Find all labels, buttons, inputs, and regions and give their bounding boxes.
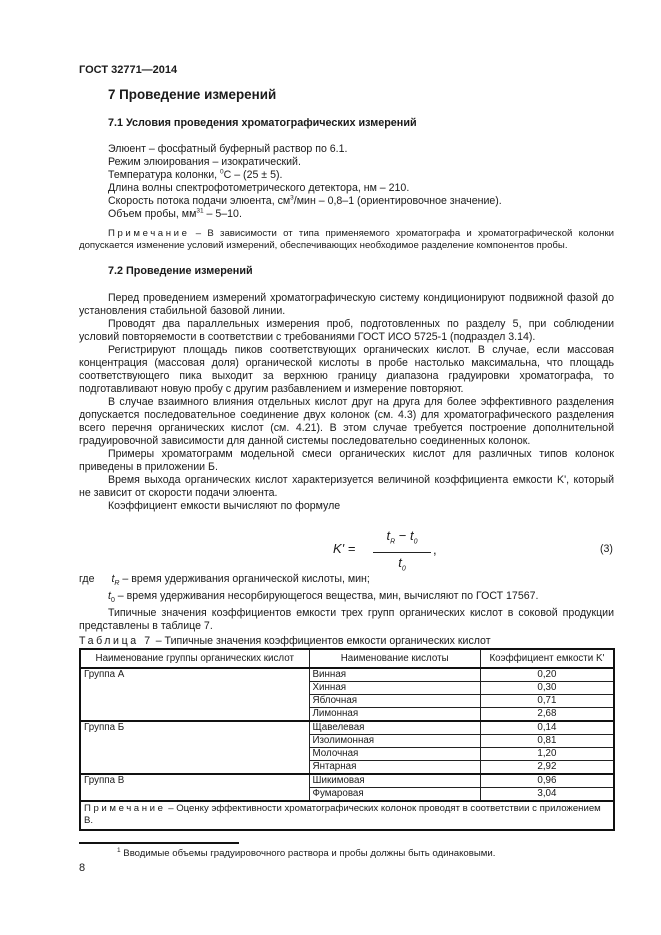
- table-row: [80, 721, 614, 735]
- k-cell: 2,92: [480, 761, 614, 775]
- k-cell: 0,14: [480, 721, 614, 735]
- section-7-2-title: 7.2 Проведение измерений: [108, 265, 253, 277]
- acid-cell: Щавелевая: [309, 721, 480, 735]
- formula-fraction: [373, 528, 431, 576]
- k-cell: 0,96: [480, 774, 614, 788]
- column-header-group: Наименование группы органических кислот: [80, 649, 309, 668]
- paragraph: Время выхода органических кислот характеризуется величиной коэффициента емкости K', который не зависит от скорости подачи элюента.: [79, 474, 614, 499]
- table-7-caption: Таблица 7 – Типичные значения коэффициентов емкости органических кислот: [79, 635, 491, 647]
- k-cell: 0,30: [480, 682, 614, 695]
- condition-sample-volume: Объем пробы, $мм^{31} - 5-10$.: [108, 207, 242, 220]
- conditions-list: [79, 143, 643, 221]
- k-cell: 2,68: [480, 708, 614, 722]
- condition-flow-rate: Скорость потока подачи элюента, $см^3$/мин – 0,8–1 (ориентировочное значение).: [108, 194, 502, 207]
- footnote-divider: [79, 842, 239, 844]
- formula-denominator: $t_0$: [398, 554, 406, 573]
- legend-t0: $t_0$ – время удерживания несорбирующегося вещества, мин, вычисляют по ГОСТ 17567.: [108, 590, 539, 605]
- note-text: – В зависимости от типа применяемого хроматографа и хроматографической колонки допускается изменение условий измерений, обеспечивающих необходимое разделение компонентов пробы.: [79, 228, 614, 251]
- k-cell: 0,71: [480, 695, 614, 708]
- section-7-title: 7 Проведение измерений: [108, 87, 277, 102]
- k-cell: 0,81: [480, 735, 614, 748]
- paragraph: Коэффициент емкости вычисляют по формуле: [108, 500, 341, 512]
- acid-cell: Шикимовая: [309, 774, 480, 788]
- section-7-2-body: [79, 292, 614, 513]
- table-note-row: [80, 801, 614, 830]
- note-label: Примечание: [108, 228, 190, 239]
- note-7-1: [79, 228, 614, 252]
- condition-wavelength: Длина волны спектрофотометрического детектора, нм – 210.: [108, 182, 410, 194]
- condition-eluent: Элюент – фосфатный буферный раствор по 6.1.: [108, 143, 348, 155]
- acid-cell: Изолимонная: [309, 735, 480, 748]
- acid-cell: Фумаровая: [309, 788, 480, 802]
- acid-cell: Лимонная: [309, 708, 480, 722]
- k-cell: 3,04: [480, 788, 614, 802]
- paragraph: Примеры хроматограмм модельной смеси органических кислот для различных типов колонок приведены в приложении Б.: [79, 448, 614, 473]
- document-standard-header: ГОСТ 32771—2014: [79, 64, 178, 76]
- page-number: 8: [79, 862, 86, 874]
- formula-lhs: K' =: [333, 541, 356, 556]
- paragraph: Перед проведением измерений хроматографическую систему кондиционируют подвижной фазой до установления стабильной базовой линии.: [79, 292, 614, 317]
- group-cell: Группа Б: [80, 721, 309, 774]
- section-7-1-title: 7.1 Условия проведения хроматографических измерений: [108, 117, 417, 129]
- condition-elution-mode: Режим элюирования – изократический.: [108, 156, 301, 168]
- acid-cell: Хинная: [309, 682, 480, 695]
- paragraph: Типичные значения коэффициентов емкости трех групп органических кислот в соковой продукции представлены в таблице 7.: [79, 607, 614, 633]
- formula-numerator: $t_R - t_0$: [386, 528, 418, 546]
- column-header-acid: Наименование кислоты: [309, 649, 480, 668]
- table-row: [80, 668, 614, 682]
- acid-cell: Молочная: [309, 748, 480, 761]
- acid-cell: Янтарная: [309, 761, 480, 775]
- group-cell: Группа В: [80, 774, 309, 801]
- acid-cell: Яблочная: [309, 695, 480, 708]
- table-note: Примечание – Оценку эффективности хроматографических колонок проводят в соответствии с приложением В.: [80, 801, 614, 830]
- table-header-row: [80, 649, 614, 668]
- paragraph: В случае взаимного влияния отдельных кислот друг на друга для более эффективного разделения допускается последовательное соединение двух колонок (см. 4.3) для хроматографического разделения всего перечня органических кислот (см. 4.21). В этом случае требуется построение дополнительной градуировочной зависимости для данной системы последовательно соединенных колонок.: [79, 396, 614, 447]
- fraction-bar: [373, 552, 431, 553]
- table-7: [79, 648, 615, 831]
- acid-cell: Винная: [309, 668, 480, 682]
- k-cell: 0,20: [480, 668, 614, 682]
- table-row: [80, 774, 614, 788]
- footnote: $^1$ Вводимые объемы градуировочного раствора и пробы должны быть одинаковыми.: [117, 846, 496, 859]
- formula-legend: [79, 573, 619, 633]
- paragraph: Проводят два параллельных измерения проб, подготовленных по разделу 5, при соблюдении условий повторяемости в соответствии с требованиями ГОСТ ИСО 5725-1 (подраздел 3.14).: [79, 318, 614, 343]
- group-cell: Группа А: [80, 668, 309, 721]
- k-cell: 1,20: [480, 748, 614, 761]
- equation-number: (3): [600, 543, 613, 555]
- legend-tR: где $t_R$ – время удерживания органической кислоты, мин;: [79, 573, 370, 588]
- paragraph: Регистрируют площадь пиков соответствующих органических кислот. В случае, если массовая концентрация (массовая доля) органической кислоты в пробе настолько максимальна, что площадь соответствующего пика выходит за верхнюю границу диапазона градуировки хроматографа, то подготавливают новую пробу с другим разбавлением и измерение повторяют.: [79, 344, 614, 395]
- column-header-k: Коэффициент емкости K': [480, 649, 614, 668]
- condition-column-temperature: Температура колонки, $^0$С – (25 ± 5).: [108, 168, 283, 181]
